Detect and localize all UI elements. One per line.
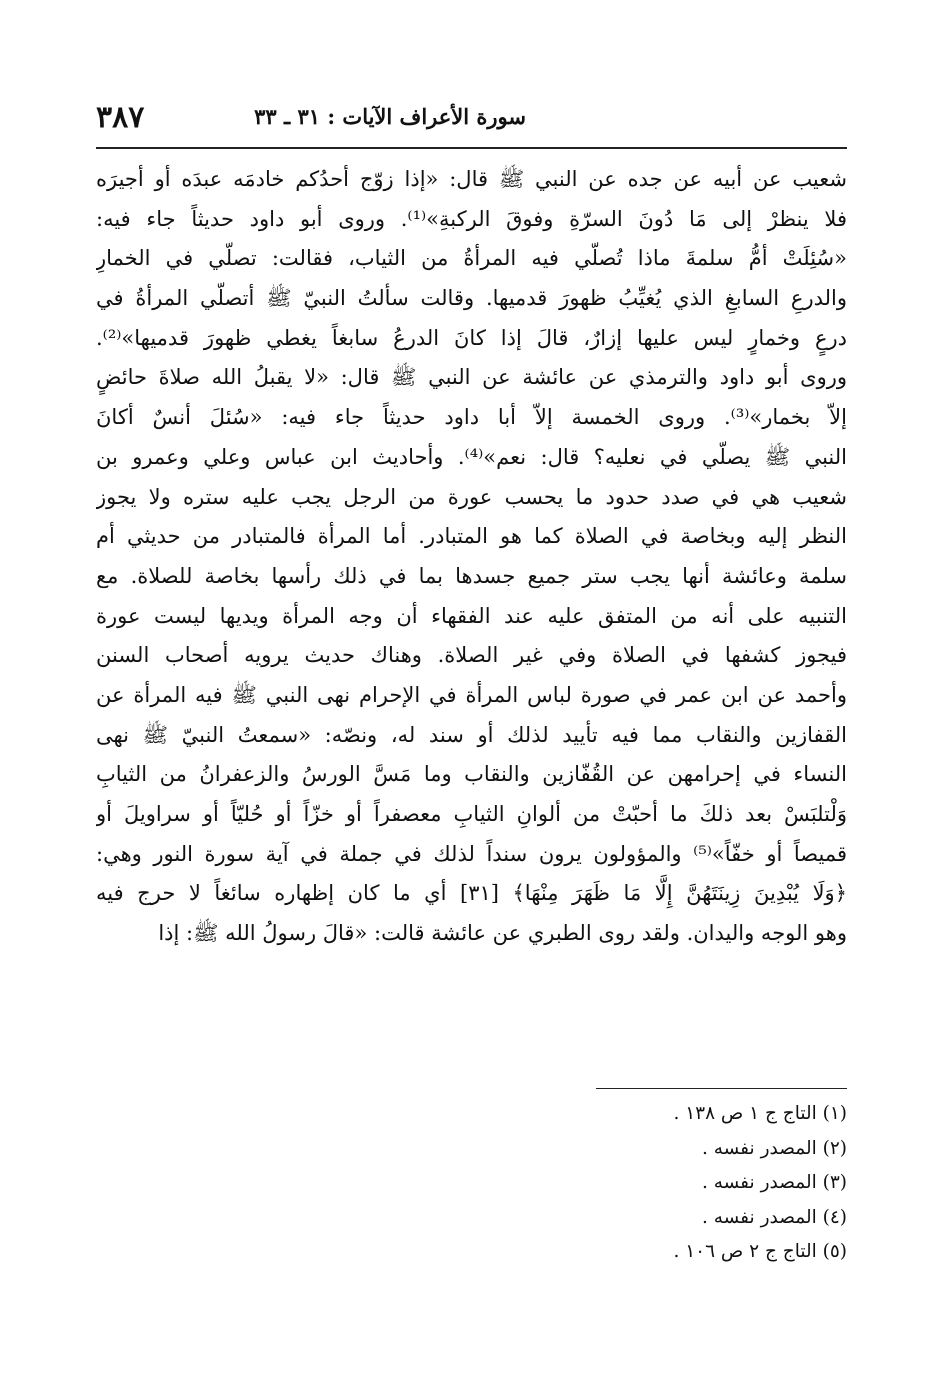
footnote: (٣) المصدر نفسه . bbox=[702, 1172, 847, 1193]
text-line: والدرعِ السابغِ الذي يُغيِّبُ ظهورَ قدميها. وقالت سألتُ النبيّ ﷺ أتصلّي المرأةُ في bbox=[96, 286, 847, 311]
footnote: (٢) المصدر نفسه . bbox=[702, 1137, 847, 1159]
text-line: سلمة وعائشة أنها يجب ستر جميع جسدها بما في ذلك رأسها بخاصة للصلاة. مع bbox=[96, 563, 847, 588]
text-line: القفازين والنقاب مما فيه تأييد لذلك أو سند له، ونصّه: «سمعتُ النبيّ ﷺ نهى bbox=[96, 722, 847, 747]
text-line: شعيب عن أبيه عن جده عن النبي ﷺ قال: «إذا زوّج أحدُكم خادمَه عبدَه أو أجيرَه bbox=[96, 167, 847, 191]
quran-verse-line: ﴿وَلَا يُبْدِينَ زِينَتَهُنَّ إِلَّا مَا ظَهَرَ مِنْهَا﴾ [٣١] أي ما كان إظهاره سائغاً لا حرج فيه bbox=[96, 881, 847, 906]
text-line: النبي ﷺ يصلّي في نعليه؟ قال: نعم»⁽⁴⁾. وأحاديث ابن عباس وعلي وعمرو بن bbox=[96, 444, 847, 469]
footnote: (٥) التاج ج ٢ ص ١٠٦ . bbox=[673, 1241, 847, 1262]
text-line: درعٍ وخمارٍ ليس عليها إزارٌ، قالَ إذا كانَ الدرعُ سابغاً يغطي ظهورَ قدميها»⁽²⁾. bbox=[96, 325, 847, 350]
page-header bbox=[96, 100, 846, 146]
footnote-divider bbox=[596, 1088, 847, 1089]
footnote: (١) التاج ج ١ ص ١٣٨ . bbox=[673, 1103, 847, 1124]
text-line: وَلْتلبَسْ بعد ذلكَ ما أحبّتْ من ألوانِ الثيابِ معصفراً أو خزّاً أو حُليّاً أو سراويلَ أو bbox=[96, 802, 847, 826]
body-text bbox=[96, 160, 847, 954]
text-line: النساء في إحرامهن عن القُفّازين والنقاب وما مَسَّ الورسُ والزعفرانُ من الثيابِ bbox=[96, 762, 847, 787]
text-line: النظر إليه وبخاصة في الصلاة كما هو المتبادر. أما المرأة فالمتبادر من حديثي أم bbox=[96, 524, 847, 549]
text-line: وأحمد عن ابن عمر في صورة لباس المرأة في الإحرام نهى النبي ﷺ فيه المرأة عن bbox=[96, 682, 847, 707]
text-line: وهو الوجه واليدان. ولقد روى الطبري عن عائشة قالت: «قالَ رسولُ الله ﷺ: إذا bbox=[158, 921, 847, 946]
footnotes bbox=[400, 1097, 847, 1270]
header-divider bbox=[96, 147, 847, 149]
footnote: (٤) المصدر نفسه . bbox=[702, 1206, 847, 1228]
text-line: فلا ينظرْ إلى مَا دُونَ السرّةِ وفوقَ الركبةِ»⁽¹⁾. وروى أبو داود حديثاً جاء فيه: bbox=[96, 206, 847, 231]
text-line: التنبيه على أنه من المتفق عليه عند الفقهاء أن وجه المرأة ويديها ليست عورة bbox=[96, 603, 847, 628]
text-line: قميصاً أو خفّاً»⁽⁵⁾ والمؤولون يرون سنداً لذلك في جملة في آية سورة النور وهي: bbox=[96, 841, 847, 866]
text-line: «سُئِلَتْ أمُّ سلمةَ ماذا تُصلّي فيه المرأةُ من الثياب، فقالت: تصلّي في الخمارِ bbox=[96, 246, 847, 271]
text-line: إلاّ بخمار»⁽³⁾. وروى الخمسة إلاّ أبا داود حديثاً جاء فيه: «سُئلَ أنسٌ أكانَ bbox=[96, 405, 847, 430]
page-number: ٣٨٧ bbox=[96, 100, 145, 135]
text-line: شعيب هي في صدد حدود ما يحسب عورة من الرجل يجب عليه ستره ولا يجوز bbox=[96, 484, 847, 509]
text-line: وروى أبو داود والترمذي عن عائشة عن النبي ﷺ قال: «لا يقبلُ الله صلاةَ حائضٍ bbox=[96, 365, 847, 390]
text-line: فيجوز كشفها في الصلاة وفي غير الصلاة. وهناك حديث يرويه أصحاب السنن bbox=[96, 643, 847, 668]
running-head: سورة الأعراف الآيات : ٣١ ـ ٣٣ bbox=[254, 104, 526, 129]
